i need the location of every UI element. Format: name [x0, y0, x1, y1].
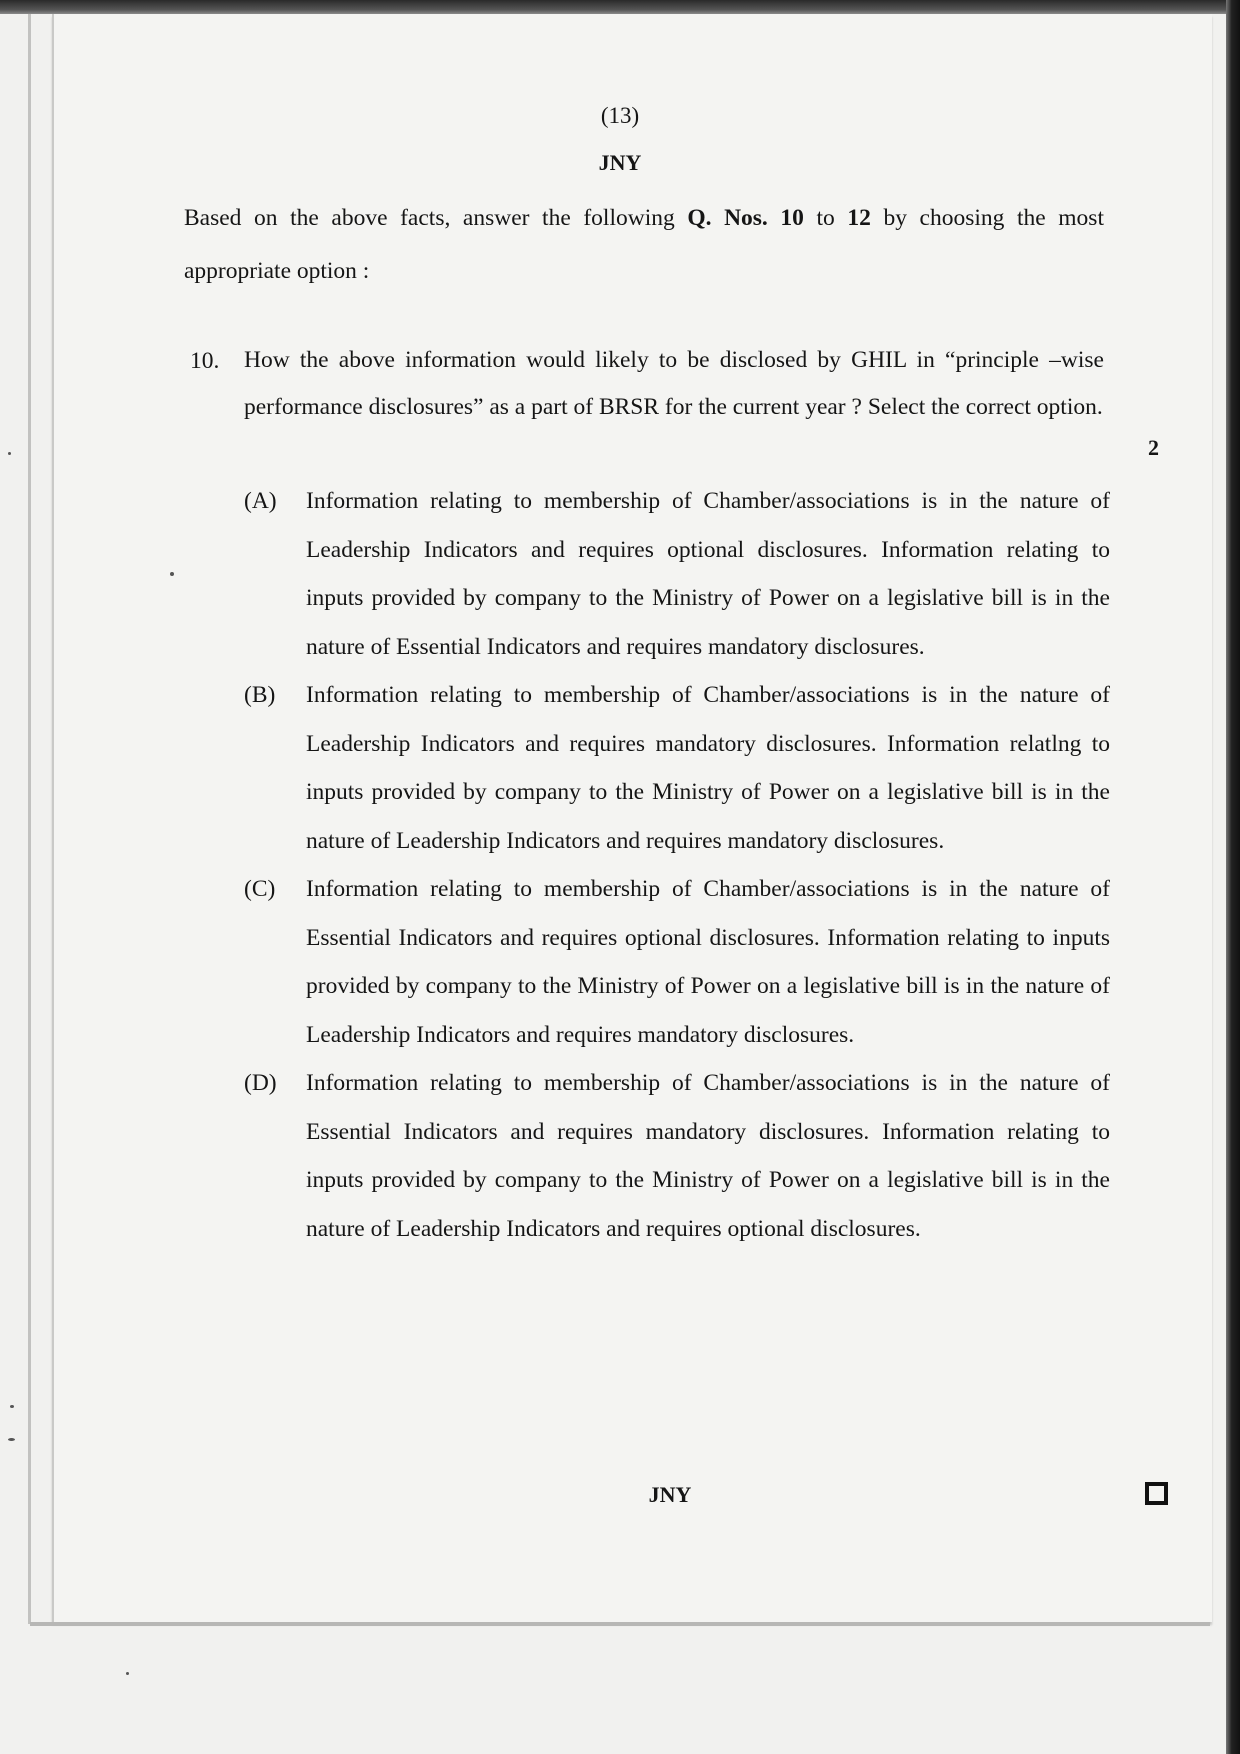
instruction-to: to [803, 205, 848, 231]
scan-top-edge [0, 0, 1240, 14]
scan-speck [126, 1672, 129, 1675]
scan-speck [10, 1405, 14, 1408]
option-label: (A) [244, 488, 277, 514]
question-text: How the above information would likely to be disclosed by GHIL in “principle –wise performance disclosures” as a part of BRSR for the current year ? Select the correct option. [244, 347, 1104, 420]
option-a [244, 477, 1110, 671]
question-number: 10. [190, 348, 220, 374]
page-bottom-edge [30, 1622, 1210, 1626]
option-label: (C) [244, 876, 276, 902]
instruction-q-end: 12 [847, 205, 871, 231]
instruction-space [768, 205, 781, 231]
page-number: (13) [600, 103, 640, 128]
option-text: Information relating to membership of Chamber/associations is in the nature of Essential Indicators and requires mandatory disclosures. Information relating to inputs provided by company to the Ministry of Power on a legislative bill is in the nature of Leadership Indicators and requires optional disclosures. [306, 1070, 1110, 1242]
instruction-q-start: 10 [780, 205, 804, 231]
instruction-text-end: by choosing the most appropriate option : [184, 205, 1104, 284]
instruction-text [184, 192, 1104, 298]
option-d [244, 1059, 1110, 1253]
paper-code-header: JNY [598, 150, 642, 175]
option-label: (B) [244, 682, 276, 708]
option-label: (D) [244, 1070, 277, 1096]
paper-code-footer: JNY [648, 1482, 692, 1507]
option-text: Information relating to membership of Chamber/associations is in the nature of Leadership Indicators and requires optional disclosures. Information relating to inputs provided by company to the Ministry of Power on a legislative bill is in the nature of Essential Indicators and requires mandatory disclosures. [306, 488, 1110, 660]
scan-registration-mark-icon [1145, 1482, 1168, 1505]
instruction-qnos: Q. Nos. [687, 205, 768, 231]
answer-options [244, 477, 1110, 1253]
option-c [244, 865, 1110, 1059]
scan-speck [8, 1438, 15, 1441]
question-marks: 2 [1148, 435, 1159, 460]
scan-speck [8, 452, 11, 455]
scan-speck [170, 572, 174, 576]
option-b [244, 671, 1110, 865]
option-text: Information relating to membership of Chamber/associations is in the nature of Leadership Indicators and requires mandatory disclosures. Information relatlng to inputs provided by company to the Ministry of Power on a legislative bill is in the nature of Leadership Indicators and requires mandatory disclosures. [306, 682, 1110, 854]
instruction-text-part: Based on the above facts, answer the following [184, 205, 688, 231]
option-text: Information relating to membership of Chamber/associations is in the nature of Essential Indicators and requires optional disclosures. Information relating to inputs provided by company to the Ministry of Power on a legislative bill is in the nature of Leadership Indicators and requires mandatory disclosures. [306, 876, 1110, 1048]
question-10 [184, 337, 1104, 431]
page-fold-shadow [28, 14, 31, 1624]
